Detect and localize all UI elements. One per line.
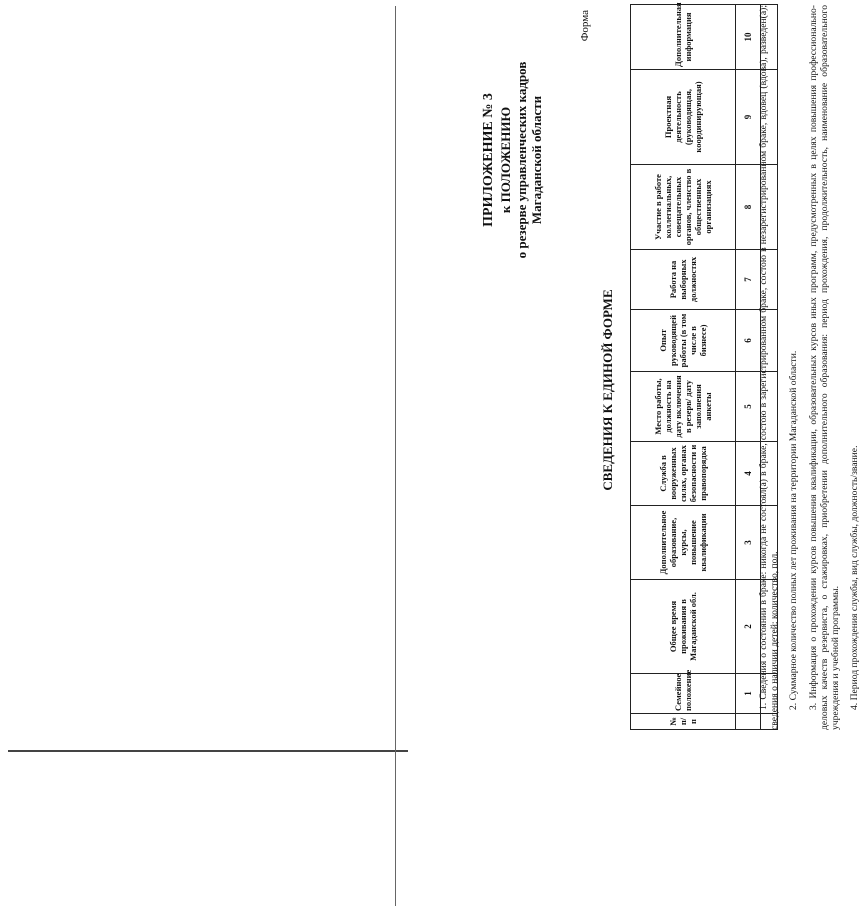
appendix-title: ПРИЛОЖЕНИЕ № 3 xyxy=(481,93,496,227)
number-cell: 8 xyxy=(736,165,761,250)
header-cell: Служба в вооруженных силах, органах безопасности и правопорядка xyxy=(631,442,736,506)
number-cell: 10 xyxy=(736,5,761,70)
header-cell: Дополнительное образование, курсы, повышение квалификации xyxy=(631,506,736,580)
rotated-document xyxy=(422,2,861,730)
number-cell: 5 xyxy=(736,372,761,442)
header-cell: Участие в работе коллегиальных, совещательных органов, членство в общественных организациях xyxy=(631,165,736,250)
appendix-subtitle-3: Магаданской области xyxy=(529,95,544,225)
note-1: 1. Сведения о состоянии в браке: никогда не состоял(а) в браке, состою в зарегистрированном браке, состою в незарегистрированном браке, вдовец (вдова), разведен(а); сведения о наличии детей: количество, пол. xyxy=(758,5,781,730)
appendix-subtitle-2: о резерве управленческих кадров xyxy=(514,61,529,259)
header-cell: Общее время проживания в Магаданской обл. xyxy=(631,580,736,674)
note-3: 3. Информация о прохождении курсов повышения квалификации, образовательных курсов иных программ, предусмотренных в целях повышения профессионально-деловых качеств резервиста, о стажировках, приобретении дополнительного образования: период прохождения, продолжительность, наименование образовательного учреждения и учебной программы. xyxy=(807,5,842,730)
number-cell: 6 xyxy=(736,310,761,372)
number-cell: 9 xyxy=(736,70,761,165)
header-cell: Семейное положение xyxy=(631,674,736,714)
header-cell: Дополнительная информация xyxy=(631,5,736,70)
table-number-row xyxy=(736,5,761,730)
notes xyxy=(758,5,866,730)
header-cell: Опыт руководящей работы (в том числе в бизнесе) xyxy=(631,310,736,372)
appendix-subtitle-1: к ПОЛОЖЕНИЮ xyxy=(498,106,513,214)
header-cell: № п/п xyxy=(631,714,736,730)
scan-horizontal-line xyxy=(8,750,408,752)
number-cell: 2 xyxy=(736,580,761,674)
number-cell: 7 xyxy=(736,250,761,310)
note-2: 2. Суммарное количество полных лет проживания на территории Магаданской области. xyxy=(788,350,800,710)
header-cell: Место работы, должность на дату включения в резерв/ дату заполнения анкеты xyxy=(631,372,736,442)
number-cell xyxy=(736,714,761,730)
number-cell: 1 xyxy=(736,674,761,714)
form-label: Форма xyxy=(579,10,591,42)
header-cell: Работа на выборных должностях xyxy=(631,250,736,310)
table-header-row xyxy=(631,5,736,730)
number-cell: 3 xyxy=(736,506,761,580)
note-4: 4. Период прохождения службы, вид службы, должность/звание. xyxy=(849,445,861,710)
number-cell: 4 xyxy=(736,442,761,506)
info-table xyxy=(630,2,781,730)
section-title: СВЕДЕНИЯ К ЕДИНОЙ ФОРМЕ xyxy=(600,289,615,491)
scan-vertical-line xyxy=(395,6,396,906)
header-cell: Проектная деятельность (руководящая, координирующая) xyxy=(631,70,736,165)
